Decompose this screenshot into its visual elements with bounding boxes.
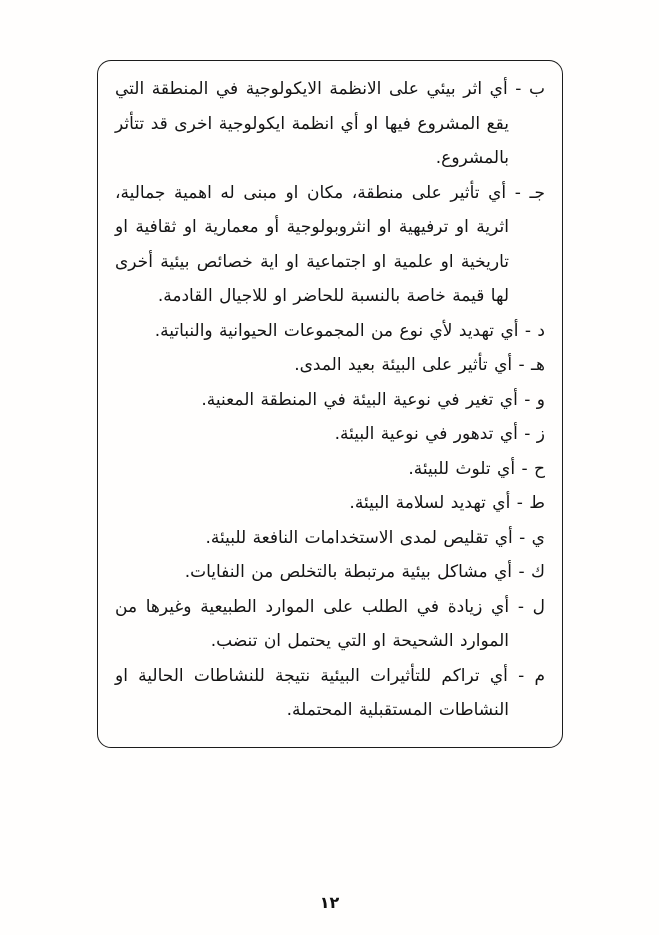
item-text: أي تغير في نوعية البيئة في المنطقة المعنية. (201, 389, 518, 410)
item-text: أي تأثير على البيئة بعيد المدى. (294, 355, 513, 375)
list-item (115, 590, 545, 659)
item-text: أي زيادة في الطلب على الموارد الطبيعية وغيرها من الموارد الشحيحة او التي يحتمل ان تنضب. (115, 596, 510, 651)
list-item (115, 72, 545, 176)
item-marker: ي - (519, 527, 545, 548)
item-marker: هـ - (518, 355, 545, 375)
item-marker: جـ - (514, 182, 546, 203)
item-marker: م - (518, 665, 545, 686)
list-item (115, 659, 545, 728)
item-marker: ك - (518, 562, 545, 582)
item-text: أي اثر بيئي على الانظمة الايكولوجية في المنطقة التي يقع المشروع فيها او أي انظمة ايكولوجية اخرى قد تتأثر بالمشروع. (115, 79, 509, 168)
list-item (115, 417, 545, 452)
text-frame-border (97, 60, 563, 748)
item-marker: ط - (516, 493, 545, 513)
item-text: أي تأثير على منطقة، مكان او مبنى له اهمية جمالية، اثرية او ترفيهية او انثروبولوجية أو معمارية او ثقافية او تاريخية او علمية او اجتماعية او اية خصائص بيئية أخرى لها قيمة خاصة بالنسبة للحاضر او للاجيال القادمة. (115, 182, 509, 306)
item-text: أي تقليص لمدى الاستخدامات النافعة للبيئة. (205, 527, 513, 548)
item-marker: و - (524, 389, 545, 410)
item-text: أي تراكم للتأثيرات البيئية نتيجة للنشاطات الحالية او النشاطات المستقبلية المحتملة. (115, 665, 509, 720)
page-number: ١٢ (319, 893, 340, 912)
item-text: أي تهديد لأي نوع من المجموعات الحيوانية والنباتية. (154, 320, 519, 341)
list-item (115, 555, 545, 590)
list-item (115, 383, 545, 418)
list-item (115, 176, 545, 314)
item-marker: ل - (517, 596, 546, 617)
item-marker: د - (524, 320, 545, 341)
item-text: أي تدهور في نوعية البيئة. (334, 424, 518, 444)
list-item (115, 486, 545, 521)
list-item (115, 314, 545, 349)
item-marker: ح - (521, 458, 545, 479)
list-item (115, 521, 545, 556)
item-marker: ب - (515, 79, 545, 99)
list-item (115, 348, 545, 383)
item-text: أي تلوث للبيئة. (408, 458, 516, 479)
item-marker: ز - (524, 424, 545, 444)
item-text: أي تهديد لسلامة البيئة. (349, 493, 511, 513)
list-item (115, 452, 545, 487)
item-text: أي مشاكل بيئية مرتبطة بالتخلص من النفايات. (184, 562, 513, 582)
